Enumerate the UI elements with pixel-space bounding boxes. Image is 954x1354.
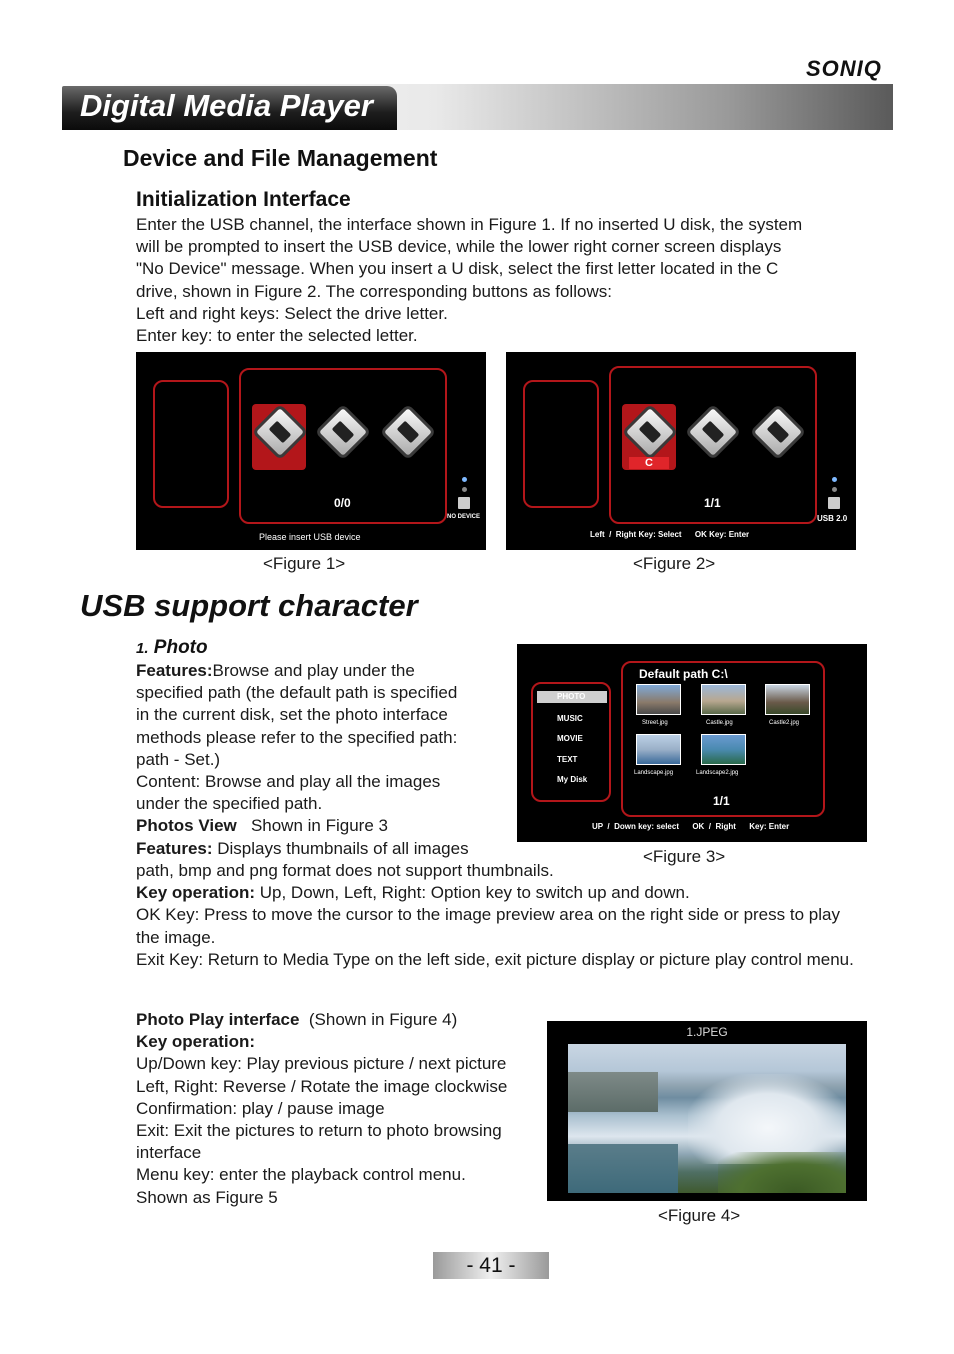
text-line xyxy=(136,1031,536,1053)
thumbnail-label: Street.jpg xyxy=(642,720,668,726)
text-line: Enter key: to enter the selected letter. xyxy=(136,326,418,346)
text-line: Menu key: enter the playback control menu. xyxy=(136,1165,466,1185)
text-line: OK Key: Press to move the cursor to the image preview area on the right side or press to play xyxy=(136,905,840,925)
photo-keyops xyxy=(136,860,926,971)
photo-play-section xyxy=(136,1009,536,1209)
left-panel-frame xyxy=(153,380,229,508)
text-line: Enter the USB channel, the interface shown in Figure 1. If no inserted U disk, the system xyxy=(136,215,803,234)
page-count: 1/1 xyxy=(713,794,730,808)
text-line: Up/Down key: Play previous picture / next picture xyxy=(136,1054,507,1074)
text-line: in the current disk, set the photo interface xyxy=(136,705,448,725)
text-line: under the specified path. xyxy=(136,794,323,814)
text-line: specified path (the default path is specified xyxy=(136,683,458,703)
key-hint: UP / Down key: select OK / Right Key: Enter xyxy=(592,822,790,831)
key-hint: Left / Right Key: Select OK Key: Enter xyxy=(590,530,750,539)
image-filename: 1.JPEG xyxy=(686,1025,728,1039)
keyop-text: Up, Down, Left, Right: Option key to switch up and down. xyxy=(255,883,690,903)
device-status: USB 2.0 xyxy=(817,514,848,523)
photo-shore-left xyxy=(568,1072,658,1112)
features-label: Features: xyxy=(136,661,213,680)
brand-logo: SONIQ xyxy=(806,56,882,81)
features2-text: Displays thumbnails of all images xyxy=(212,838,469,858)
text-line xyxy=(136,838,516,860)
page-number: - 41 - xyxy=(433,1252,549,1279)
text-line: Content: Browse and play all the images xyxy=(136,772,441,792)
menu-item-text[interactable]: TEXT xyxy=(557,755,578,764)
photos-view-text: Shown in Figure 3 xyxy=(250,816,388,836)
photo-river xyxy=(568,1144,678,1193)
thumbnail-label: Landscape.jpg xyxy=(634,770,674,776)
text-line xyxy=(136,882,926,904)
photo-preview xyxy=(568,1044,846,1193)
file-count: 0/0 xyxy=(334,496,351,510)
text-line: methods please refer to the specified path: xyxy=(136,727,458,747)
features-text: Browse and play under the xyxy=(212,661,415,680)
figure3-caption: <Figure 3> xyxy=(643,847,726,866)
section-heading: Device and File Management xyxy=(123,145,438,171)
figure1-screen xyxy=(136,352,486,550)
text-line: "No Device" message. When you insert a U disk, select the first letter located in the C xyxy=(136,259,779,279)
menu-item-photo[interactable]: PHOTO xyxy=(537,691,607,703)
thumbnail-landscape[interactable] xyxy=(636,734,681,765)
play-text: (Shown in Figure 4) xyxy=(308,1010,458,1029)
text-line: the image. xyxy=(136,927,216,947)
path-label: Default path C:\ xyxy=(639,667,728,681)
thumbnail-label: Landscape2.jpg xyxy=(696,770,739,776)
drive-icon-2[interactable] xyxy=(693,412,733,452)
drive-icon-1[interactable] xyxy=(630,412,670,452)
usb-icon xyxy=(828,497,840,509)
text-line: Left and right keys: Select the drive letter. xyxy=(136,303,448,323)
insert-message: Please insert USB device xyxy=(259,532,361,542)
text-line: Confirmation: play / pause image xyxy=(136,1098,385,1118)
status-dot-icon xyxy=(832,487,837,492)
text-line: path, bmp and png format does not support thumbnails. xyxy=(136,861,554,880)
photo-mist xyxy=(688,1074,846,1164)
figure2-caption: <Figure 2> xyxy=(633,554,716,573)
text-line xyxy=(136,1009,536,1031)
status-dot-icon xyxy=(462,487,467,492)
text-line: will be prompted to insert the USB device, while the lower right corner screen displays xyxy=(136,237,782,257)
left-panel-frame xyxy=(523,380,599,508)
photos-view-label: Photos View xyxy=(136,816,237,836)
figure4-caption: <Figure 4> xyxy=(658,1206,741,1225)
intro-paragraph xyxy=(136,214,906,347)
text-line: Exit: Exit the pictures to return to photo browsing xyxy=(136,1121,502,1141)
file-count: 1/1 xyxy=(704,496,721,510)
text-line: interface xyxy=(136,1143,202,1163)
device-status: NO DEVICE xyxy=(447,514,481,520)
text-line: Exit Key: Return to Media Type on the left side, exit picture display or picture play control menu. xyxy=(136,949,854,969)
status-dot-icon xyxy=(832,477,837,482)
menu-item-my-disk[interactable]: My Disk xyxy=(557,775,588,784)
drive-letter-label: C xyxy=(629,457,669,469)
status-dot-icon xyxy=(462,477,467,482)
thumbnail-street[interactable] xyxy=(636,684,681,715)
menu-item-music[interactable]: MUSIC xyxy=(557,714,583,723)
figure4-screen xyxy=(547,1021,867,1201)
photo-trees xyxy=(718,1152,846,1193)
text-line: Shown as Figure 5 xyxy=(136,1187,278,1207)
features2-label: Features: xyxy=(136,838,213,858)
drive-icon-1[interactable] xyxy=(260,412,300,452)
text-line: path - Set.) xyxy=(136,749,221,769)
text-line: Left, Right: Reverse / Rotate the image clockwise xyxy=(136,1076,508,1096)
text-line xyxy=(136,660,516,682)
drive-icon-3[interactable] xyxy=(758,412,798,452)
thumbnail-label: Castle2.jpg xyxy=(769,720,800,726)
section-title: USB support character xyxy=(80,588,418,623)
photo-features xyxy=(136,660,516,860)
list-number: 1. xyxy=(136,640,149,657)
keyop-label: Key operation: xyxy=(136,1032,256,1052)
figure3-screen xyxy=(517,644,867,842)
subsection-heading: Initialization Interface xyxy=(136,188,351,211)
thumbnail-castle2[interactable] xyxy=(765,684,810,715)
thumbnail-landscape2[interactable] xyxy=(701,734,746,765)
play-label: Photo Play interface xyxy=(136,1010,300,1029)
text-line: drive, shown in Figure 2. The corresponding buttons as follows: xyxy=(136,281,612,301)
drive-icon-2[interactable] xyxy=(323,412,363,452)
usb-icon xyxy=(458,497,470,509)
thumbnail-label: Castle.jpg xyxy=(706,720,733,726)
keyop-label: Key operation: xyxy=(136,883,256,903)
photo-heading-label: Photo xyxy=(153,637,208,658)
figure2-screen xyxy=(506,352,856,550)
drive-icon-3[interactable] xyxy=(388,412,428,452)
menu-item-movie[interactable]: MOVIE xyxy=(557,734,583,743)
thumbnail-castle[interactable] xyxy=(701,684,746,715)
photo-heading xyxy=(136,637,208,659)
page-title: Digital Media Player xyxy=(80,88,373,123)
text-line xyxy=(136,815,516,837)
figure1-caption: <Figure 1> xyxy=(263,554,346,573)
